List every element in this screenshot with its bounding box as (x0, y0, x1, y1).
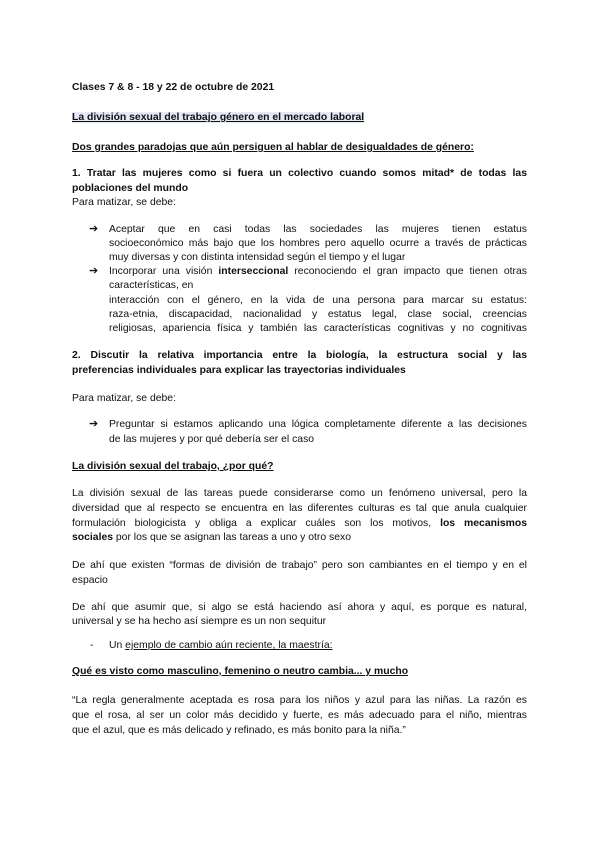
para-1-line-2: diversidad que al respecto se encuentra en las diferentes culturas es tal que anula cualquier (72, 503, 527, 514)
p1-bullet-1-line-2: socioeconómico más bajo que los hombres pero aquello ocurre a través de prácticas (109, 238, 527, 249)
section-3-heading: Qué es visto como masculino, femenino o neutro cambia... y mucho (72, 666, 409, 677)
paradox-2-line-2: preferencias individuales para explicar las trayectorias individuales (72, 365, 406, 376)
para-3-line-2: universal y se ha hecho así siempre es un non sequitur (72, 616, 327, 627)
example-link[interactable]: ejemplo de cambio aún reciente, la maestría: (125, 640, 333, 651)
paradox-1-line-2: poblaciones del mundo (72, 183, 189, 194)
quote-line-1: “La regla generalmente aceptada es rosa para los niños y azul para las niñas. La razón es (72, 695, 527, 706)
paradox-1-line-1: 1. Tratar las mujeres como si fuera un colectivo cuando somos mitad* de todas las (72, 168, 527, 179)
arrow-bullet-icon: ➔ (89, 223, 99, 235)
para-1-line-3: formulación biologicista y obliga a explicar cuáles son los motivos, los mecanismos (72, 518, 527, 529)
section-2-heading: La división sexual del trabajo, ¿por qué? (72, 461, 274, 472)
p1-bullet-2-line-3: interacción con el género, en la vida de una persona para marcar su estatus: (109, 295, 527, 306)
arrow-bullet-icon: ➔ (89, 418, 99, 430)
quote-line-3: que el azul, que es más delicado y refinado, es más bonito para la niña.” (72, 725, 406, 736)
date-heading: Clases 7 & 8 - 18 y 22 de octubre de 2021 (72, 82, 275, 93)
paradoxes-heading: Dos grandes paradojas que aún persiguen al hablar de desigualdades de género: (72, 142, 474, 153)
paradox-1-intro: Para matizar, se debe: (72, 197, 176, 208)
document-title: La división sexual del trabajo género en el mercado laboral (72, 112, 365, 123)
para-2-line-1: De ahí que existen “formas de división de trabajo” pero son cambiantes en el tiempo y en el (72, 560, 527, 571)
para-1-line-1: La división sexual de las tareas puede considerarse como un fenómeno universal, pero la (72, 488, 527, 499)
p1-bullet-2-line-4: raza-etnia, discapacidad, nacionalidad y estatus legal, clase social, creencias (109, 309, 527, 320)
paradox-2-line-1: 2. Discutir la relativa importancia entre la biología, la estructura social y las (72, 350, 527, 361)
para-1-line-4: sociales por los que se asignan las tareas a uno y otro sexo (72, 532, 351, 543)
example-item: Un ejemplo de cambio aún reciente, la maestría: (109, 640, 333, 651)
para-3-line-1: De ahí que asumir que, si algo se está haciendo así ahora y aquí, es porque es natural, (72, 602, 527, 613)
p2-bullet-1-line-2: de las mujeres y por qué debería ser el caso (109, 434, 315, 445)
p1-bullet-1-line-1: Aceptar que en casi todas las sociedades las mujeres tienen estatus (109, 224, 527, 235)
p1-bullet-2-line-1: Incorporar una visión interseccional reconociendo el gran impacto que tienen otras (109, 266, 527, 277)
p2-bullet-1-line-1: Preguntar si estamos aplicando una lógica completamente diferente a las decisiones (109, 419, 527, 430)
paradox-2-intro: Para matizar, se debe: (72, 393, 176, 404)
p1-bullet-1-line-3: muy diversas y con distinta intensidad según el tiempo y el lugar (109, 252, 406, 263)
p1-bullet-2-line-5: religiosas, apariencia física y también las características cognitivas y no cognitivas (109, 323, 527, 334)
dash-bullet-icon: - (90, 640, 94, 651)
quote-line-2: que el rosa, al ser un color más decidido y fuerte, es más adecuado para el niño, mientras (72, 710, 527, 721)
p1-bullet-2-line-2: características, en (109, 280, 194, 291)
para-2-line-2: espacio (72, 575, 108, 586)
arrow-bullet-icon: ➔ (89, 265, 99, 277)
